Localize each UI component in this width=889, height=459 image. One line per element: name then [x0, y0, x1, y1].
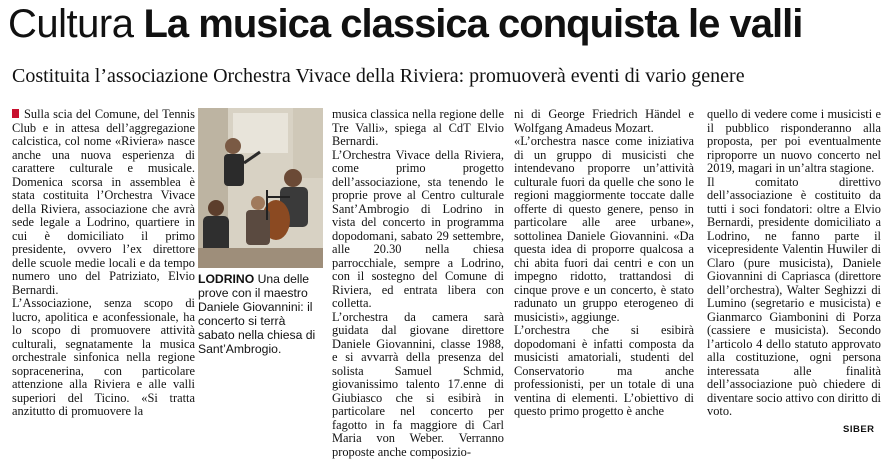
- subheadline: Costituita l’associazione Orchestra Vivace della Riviera: promuoverà eventi di vario genere: [12, 63, 745, 89]
- paragraph: L’orchestra che si esibirà dopodomani è infatti composta da musicisti amatoriali, studenti del Conservatorio ma anche professionisti, per un totale di una ventina di elementi. L’obiettivo di questo primo progetto è anche: [514, 324, 694, 419]
- photo-caption: [198, 272, 324, 356]
- article-column-5: [707, 108, 881, 419]
- section-marker-icon: [12, 109, 19, 118]
- paragraph-text: Sulla scia del Comune, del Tennis Club e in attesa dell’aggregazione calcistica, col nome «Riviera» nasce anche una nuova esperienza di carattere culturale e musicale. Domenica scorsa in assemblea è stata costituita l’Orchestra Vivace della Riviera, associazione che avrà sede legale a Lodrino, quartiere in cui è domiciliato il primo presidente, ovvero l’ex direttore delle scuole medie locali e da tempo numero uno del Patriziato, Elvio Bernardi.: [12, 107, 195, 297]
- paragraph: «L’orchestra nasce come iniziativa di un gruppo di musicisti che intendevano proporre un’attività culturale fuori da quelle che sono le regioni maggiormente toccate dalle offerte di questo genere, penso in particolare alle aree urbane», sottolinea Daniele Giovannini. «Da questa idea di proporre qualcosa a chi abita fuori dai centri e con un impegno ridotto, trattandosi di cinque prove e un concerto, è stato radunato un gruppo eterogeneo di musicisti», aggiunge.: [514, 135, 694, 324]
- author-signature: SIBER: [843, 424, 875, 435]
- article-column-3: [332, 108, 504, 459]
- article-column-4: [514, 108, 694, 419]
- paragraph: L’orchestra da camera sarà guidata dal giovane direttore Daniele Giovannini, classe 1988, e si avvarrà della presenza del solista Samuel Schmid, giovanissimo talento 17.enne di Giubiasco che si esibirà in particolare nel concerto per fagotto in fa maggiore di Carl Maria von Weber. Verranno proposte anche composizio-: [332, 311, 504, 459]
- orchestra-rehearsal-photo: [198, 108, 323, 268]
- paragraph: ni di George Friedrich Händel e Wolfgang Amadeus Mozart.: [514, 108, 694, 135]
- paragraph: Il comitato direttivo dell’associazione è costituito da tutti i soci fondatori: oltre a Elvio Bernardi, presidente domiciliato a Lodrino, ne fanno parte il vicepresidente Valentin Huwiler di Claro (pure musicista), Daniele Giovannini di Capriasca (direttore dell’orchestra), Walter Seghizzi di Lumino (segretario e musicista) e Gianmarco Giambonini di Porza (cassiere e musicista). Secondo l’articolo 4 dello statuto approvato alla costituzione, ogni persona interessata alle finalità dell’associazione può chiedere di diventare socio attivo con diritto di voto.: [707, 176, 881, 419]
- caption-place: LODRINO: [198, 272, 254, 286]
- paragraph: [12, 108, 195, 297]
- headline-title: La musica classica conquista le valli: [143, 2, 802, 46]
- caption-text: Una delle prove con il maestro Daniele Giovannini: il concerto si terrà sabato nella chiesa di Sant’Ambrogio.: [198, 272, 315, 356]
- paragraph: L’Associazione, senza scopo di lucro, apolitica e aconfessionale, ha lo scopo di promuovere attività culturali, segnatamente la musica orchestrale sinfonica nella regione sopracenerina, con particolare attenzione alla Riviera e alle valli superiori del Ticino. «Si tratta anzitutto di promuovere la: [12, 297, 195, 419]
- paragraph: musica classica nella regione delle Tre Valli», spiega al CdT Elvio Bernardi.: [332, 108, 504, 149]
- paragraph: quello di vedere come i musicisti e il pubblico risponderanno alla proposta, per poi eventualmente riproporre un nuovo concerto nel 2019, magari in un’altra stagione.: [707, 108, 881, 176]
- rubric: Cultura: [8, 2, 133, 46]
- paragraph: L’Orchestra Vivace della Riviera, come primo progetto dell’associazione, sta tenendo le proprie prove al Centro culturale Sant’Ambrogio di Lodrino in vista del concerto in programma dopodomani, sabato 29 settembre, alle 20.30 nella chiesa parrocchiale, sempre a Lodrino, con il sostegno del Comune di Riviera, ed entrata libera con colletta.: [332, 149, 504, 311]
- article-column-1: [12, 108, 195, 419]
- headline: [8, 2, 802, 55]
